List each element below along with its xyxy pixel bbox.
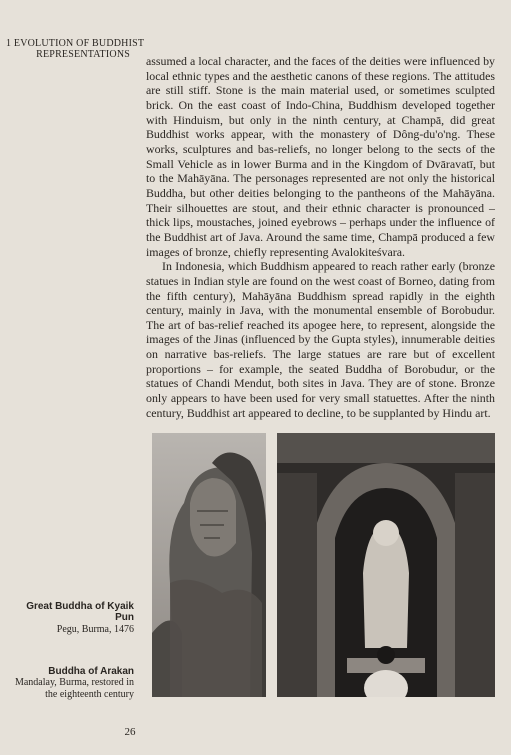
caption-detail: Pegu, Burma, 1476 [56, 623, 134, 635]
running-head-line-2: REPRESENTATIONS [36, 49, 130, 60]
body-paragraph-1: assumed a local character, and the faces of the deities were influenced by local ethnic types and the aesthetic canons of these regions. The attitudes are still stiff. Stone is the main material used, or sometimes sculpted brick. On the east coast of Indo-China, Buddhism developed together with Hinduism, but only in the ninth century, at Champā, did great Buddhist works appear, with the monastery of Dông-du'o'ng. These works, sculptures and bas-reliefs, no longer belong to the sects of the Small Vehicle as in lower Burma and in the Kingdom of Dvāravatī, but to the Mahāyāna. The personages represented are not only the historical Buddha, but other deities belonging to the pantheons of the Mahāyāna. Their silhouettes are stout, and their ethnic character is pronounced – thick lips, moustaches, joined eyebrows – perhaps under the influence of the Buddhist art of Java. Around the same time, Champā produced a few images of bronze, chiefly representing Avalokiteśvara. [146, 54, 495, 259]
caption-title: Great Buddha of Kyaik Pun [26, 601, 134, 624]
photo-great-buddha-kyaik-pun [152, 433, 266, 697]
photo-great-buddha-kyaik-pun-image [152, 433, 266, 697]
caption-great-buddha-kyaik-pun [14, 601, 134, 635]
photo-buddha-of-arakan [277, 433, 495, 697]
body-text [146, 54, 495, 420]
caption-buddha-of-arakan [14, 666, 134, 700]
body-paragraph-2: In Indonesia, which Buddhism appeared to reach rather early (bronze statues in Indian style are found on the west coast of Borneo, dating from the fifth century), Mahāyāna Buddhism spread rapidly in the eighth century, mainly in Java, with the monumental ensemble of Borobudur. The art of bas-relief reached its apogee here, to represent, alongside the images of the Jinas (influenced by the Gupta styles), innumerable deities on narrative bas-reliefs. The large statues are rare but of excellent proportions – for example, the seated Buddha of Borobudur, or the statues of Chandi Mendut, both sites in Java. They are of stone. Bronze only appears to have been used for very small statuettes. After the ninth century, Buddhist art appeared to decline, to be supplanted by Hindu art. [146, 259, 495, 420]
running-head [6, 38, 145, 60]
caption-detail: Mandalay, Burma, restored in the eighteenth century [14, 677, 134, 700]
caption-title: Buddha of Arakan [48, 666, 134, 677]
page-number: 26 [124, 726, 136, 738]
photo-buddha-of-arakan-image [277, 433, 495, 697]
running-head-line-1: 1 EVOLUTION OF BUDDHIST [6, 38, 145, 49]
